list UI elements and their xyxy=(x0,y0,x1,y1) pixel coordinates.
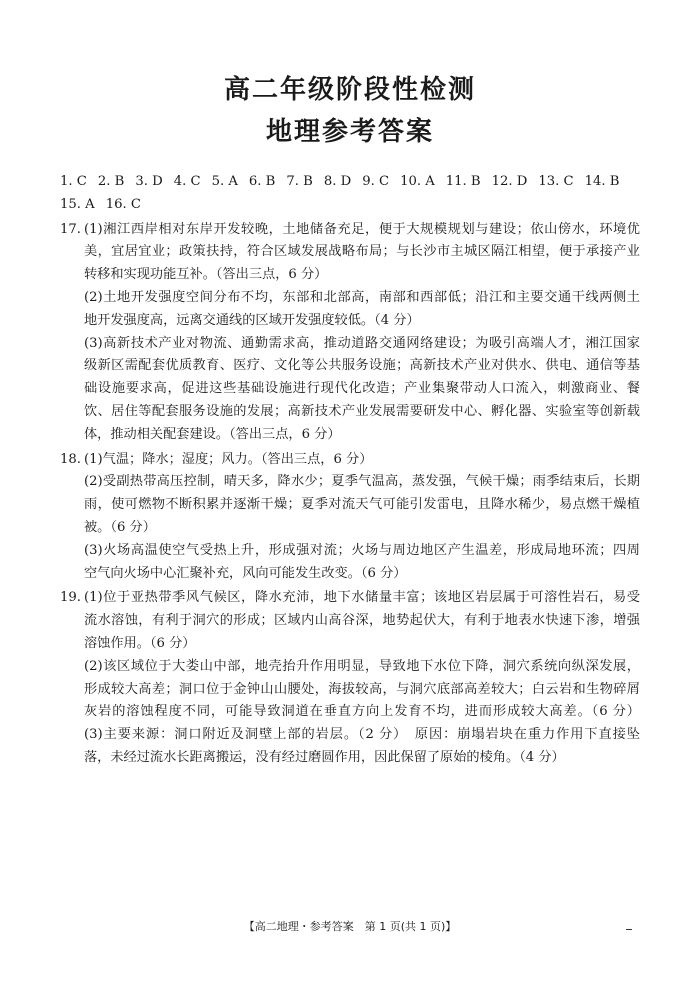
answer-line: (2)该区域位于大娄山中部，地壳抬升作用明显，导致地下水位下降，洞穴系统向纵深发展， xyxy=(84,658,640,674)
question-19 xyxy=(60,587,640,769)
page-title: 高二年级阶段性检测 xyxy=(223,75,476,105)
mc-answer: 16. C xyxy=(105,196,141,212)
question-number: 19. xyxy=(60,590,81,606)
mc-answer: 1. C xyxy=(60,174,87,189)
answer-line: (1)气温；降水；湿度；风力。（答出三点，6 分） xyxy=(84,451,373,467)
answer-line: (2)土地开发强度空间分布不均，东部和北部高，南部和西部低；沿江和主要交通干线两侧土 xyxy=(84,289,640,305)
question-18 xyxy=(60,449,640,586)
mc-answer: 12. D xyxy=(491,174,528,189)
answer-line: 溶蚀作用。（6 分） xyxy=(84,635,196,651)
question-number: 17. xyxy=(60,221,81,237)
answer-line: 础设施要求高，促进这些基础设施进行现代化改造；产业集聚带动人口流入，刺激商业、餐 xyxy=(84,381,640,397)
answer-line: (3)主要来源：洞口附近及洞壁上部的岩层。（2 分） 原因：崩塌岩块在重力作用下直接坠 xyxy=(84,727,640,743)
mc-answer: 5. A xyxy=(211,174,238,189)
mc-answers-row-1 xyxy=(60,171,640,194)
question-17 xyxy=(60,219,640,447)
page-subtitle: 地理参考答案 xyxy=(265,117,434,147)
answer-line: (3)火场高温使空气受热上升，形成强对流；火场与周边地区产生温差，形成局地环流；四周 xyxy=(84,542,640,558)
mc-answer: 2. B xyxy=(97,174,125,189)
answer-content xyxy=(60,171,640,770)
mc-answer: 11. B xyxy=(445,174,481,189)
answer-line: 落，未经过流水长距离搬运，没有经过磨圆作用，因此保留了原始的棱角。（4 分） xyxy=(84,749,565,765)
mc-answers-row-2 xyxy=(60,194,640,217)
answer-line: 雨，使可燃物不断积累并逐渐干燥；夏季对流天气可能引发雷电，且降水稀少，易点燃干燥植 xyxy=(84,497,640,513)
answer-line: 流水溶蚀，有利于洞穴的形成；区域内山高谷深，地势起伏大，有利于地表水快速下渗，增强 xyxy=(84,613,640,629)
mc-answer: 8. D xyxy=(323,174,352,189)
answer-line: (1)位于亚热带季风气候区，降水充沛，地下水储量丰富；该地区岩层属于可溶性岩石，易受 xyxy=(84,590,640,606)
mc-answer: 3. D xyxy=(135,174,163,189)
mc-answer: 7. B xyxy=(286,174,313,189)
mc-answer: 14. B xyxy=(584,174,620,189)
answer-line: 形成较大高差；洞口位于金钟山山腰处，海拔较高，与洞穴底部高差较大；白云岩和生物碎屑 xyxy=(84,681,640,697)
answer-line: 饮、居住等配套服务设施的发展；高新技术产业发展需要研发中心、孵化器、实验室等创新载 xyxy=(84,403,640,419)
answer-line: 空气向火场中心汇聚补充，风向可能发生改变。（6 分） xyxy=(84,565,407,581)
answer-line: 被。（6 分） xyxy=(84,519,156,535)
mc-answer: 15. A xyxy=(60,196,95,212)
answer-line: 地开发强度高，远离交通线的区域开发强度较低。（4 分） xyxy=(84,312,420,328)
answer-line: (2)受副热带高压控制，晴天多，降水少；夏季气温高，蒸发强，气候干燥；雨季结束后，长期 xyxy=(84,474,640,490)
answer-line: 转移和实现功能互补。（答出三点，6 分） xyxy=(84,267,328,283)
mc-answer: 13. C xyxy=(538,174,574,189)
question-number: 18. xyxy=(60,451,81,467)
answer-line: (1)湘江西岸相对东岸开发较晚，土地储备充足，便于大规模规划与建设；依山傍水，环境优 xyxy=(84,221,640,237)
answer-line: 美，宜居宜业；政策扶持，符合区域发展战略布局；与长沙市主城区隔江相望，便于承接产业 xyxy=(84,244,640,260)
page-footer: 【高二地理・参考答案 第 1 页(共 1 页)】 xyxy=(243,920,457,933)
mc-answer: 10. A xyxy=(400,174,435,189)
answer-line: 体，推动相关配套建设。（答出三点，6 分） xyxy=(84,426,341,442)
mc-answer: 9. C xyxy=(362,174,390,189)
mc-answer: 6. B xyxy=(248,174,276,189)
mc-answer: 4. C xyxy=(173,174,201,189)
answer-line: 灰岩的溶蚀程度不同，可能导致洞道在垂直方向上发育不均，进而形成较大高差。（6 分） xyxy=(84,704,640,720)
corner-mark xyxy=(626,929,632,930)
answer-line: 级新区需配套优质教育、医疗、文化等公共服务设施；高新技术产业对供水、供电、通信等基 xyxy=(84,358,640,374)
answer-line: (3)高新技术产业对物流、通勤需求高，推动道路交通网络建设；为吸引高端人才，湘江国家 xyxy=(84,335,640,351)
